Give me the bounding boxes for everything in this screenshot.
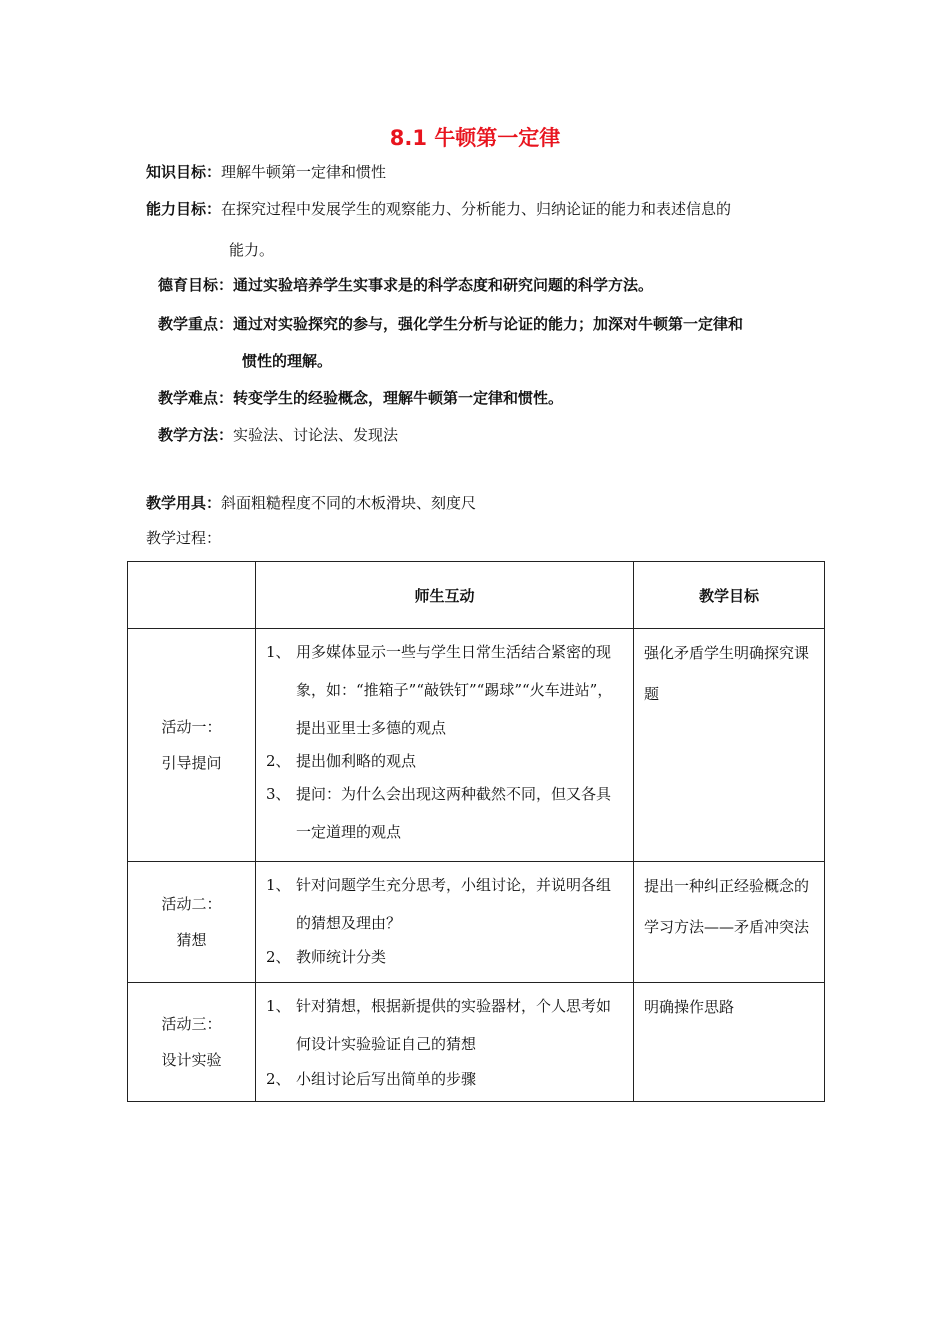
objective-ability bbox=[146, 198, 731, 220]
objective-text: 通过实验培养学生实事求是的科学态度和研究问题的科学方法。 bbox=[233, 276, 654, 294]
step-number: 3、 bbox=[266, 785, 291, 803]
teaching-tools bbox=[146, 492, 476, 514]
goal-cell: 明确操作思路 bbox=[634, 983, 825, 1102]
objective-keypoint bbox=[158, 313, 743, 335]
activity-cell bbox=[128, 983, 256, 1102]
objective-text: 实验法、讨论法、发现法 bbox=[233, 426, 399, 444]
objective-text: 转变学生的经验概念，理解牛顿第一定律和惯性。 bbox=[233, 389, 564, 407]
step-item bbox=[266, 775, 625, 851]
step-item bbox=[266, 866, 625, 942]
objective-method bbox=[158, 424, 398, 446]
objective-label: 教学重点： bbox=[158, 315, 234, 333]
step-text: 针对问题学生充分思考，小组讨论，并说明各组的猜想及理由？ bbox=[296, 876, 612, 932]
activity-name: 引导提问 bbox=[161, 754, 222, 772]
objective-label: 教学方法： bbox=[158, 426, 234, 444]
header-cell-interaction: 师生互动 bbox=[256, 562, 634, 629]
objective-label: 知识目标： bbox=[146, 163, 222, 181]
objective-text: 通过对实验探究的参与，强化学生分析与论证的能力；加深对牛顿第一定律和 bbox=[233, 315, 744, 333]
goal-cell: 提出一种纠正经验概念的学习方法——矛盾冲突法 bbox=[634, 862, 825, 983]
table-row bbox=[128, 862, 825, 983]
table-header-row bbox=[128, 562, 825, 629]
step-item bbox=[266, 1063, 625, 1095]
step-text: 小组讨论后写出简单的步骤 bbox=[296, 1070, 477, 1088]
step-item bbox=[266, 942, 625, 972]
objective-ability-continued: 能力。 bbox=[229, 241, 275, 259]
step-text: 用多媒体显示一些与学生日常生活结合紧密的现象，如：“推箱子”“敲铁钉”“踢球”“火车进站”，提出亚里士多德的观点 bbox=[296, 643, 613, 737]
table-row bbox=[128, 983, 825, 1102]
activity-title: 活动三： bbox=[161, 1015, 222, 1033]
objective-label: 教学用具： bbox=[146, 494, 222, 512]
objective-moral bbox=[158, 274, 653, 296]
header-cell-blank bbox=[128, 562, 256, 629]
step-item bbox=[266, 633, 625, 747]
activity-cell bbox=[128, 862, 256, 983]
activity-title: 活动一： bbox=[161, 718, 222, 736]
step-number: 2、 bbox=[266, 752, 291, 770]
interaction-cell bbox=[256, 629, 634, 862]
step-text: 提出伽利略的观点 bbox=[296, 752, 417, 770]
step-number: 1、 bbox=[266, 997, 291, 1015]
objective-text: 斜面粗糙程度不同的木板滑块、刻度尺 bbox=[221, 494, 477, 512]
objective-keypoint-continued: 惯性的理解。 bbox=[242, 352, 333, 370]
header-cell-goal: 教学目标 bbox=[634, 562, 825, 629]
activity-name: 猜想 bbox=[176, 931, 207, 949]
step-item bbox=[266, 987, 625, 1063]
step-number: 2、 bbox=[266, 948, 291, 966]
interaction-cell bbox=[256, 862, 634, 983]
interaction-cell bbox=[256, 983, 634, 1102]
step-number: 2、 bbox=[266, 1070, 291, 1088]
step-item bbox=[266, 747, 625, 775]
step-number: 1、 bbox=[266, 876, 291, 894]
objective-knowledge bbox=[146, 161, 386, 183]
step-number: 1、 bbox=[266, 643, 291, 661]
step-text: 针对猜想，根据新提供的实验器材，个人思考如何设计实验验证自己的猜想 bbox=[296, 997, 612, 1053]
objective-text: 理解牛顿第一定律和惯性 bbox=[221, 163, 387, 181]
page-title: 8.1 牛顿第一定律 bbox=[389, 126, 561, 150]
objective-text: 在探究过程中发展学生的观察能力、分析能力、归纳论证的能力和表述信息的 bbox=[221, 200, 732, 218]
step-text: 教师统计分类 bbox=[296, 948, 387, 966]
activity-cell bbox=[128, 629, 256, 862]
objective-label: 教学难点： bbox=[158, 389, 234, 407]
activity-name: 设计实验 bbox=[161, 1051, 222, 1069]
teaching-process-label: 教学过程： bbox=[146, 529, 222, 547]
objective-difficulty bbox=[158, 387, 563, 409]
step-text: 提问：为什么会出现这两种截然不同，但又各具一定道理的观点 bbox=[296, 785, 612, 841]
objective-label: 德育目标： bbox=[158, 276, 234, 294]
table-row bbox=[128, 629, 825, 862]
goal-cell: 强化矛盾学生明确探究课题 bbox=[634, 629, 825, 862]
objective-label: 能力目标： bbox=[146, 200, 222, 218]
activity-title: 活动二： bbox=[161, 895, 222, 913]
teaching-process-table bbox=[127, 561, 825, 1102]
